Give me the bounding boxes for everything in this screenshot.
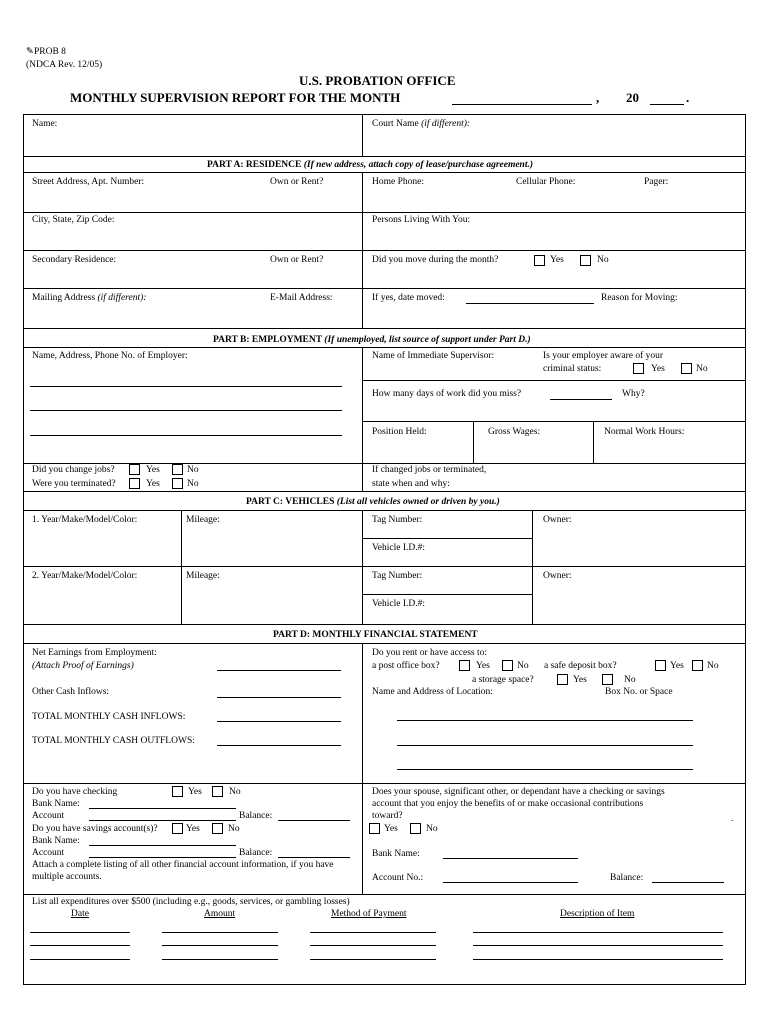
checking-account-label: Account [32, 811, 65, 821]
savings-account-label: Account [32, 848, 65, 858]
col-method: Method of Payment [331, 909, 407, 919]
office-title: U.S. PROBATION OFFICE [299, 73, 456, 88]
pencil-icon: ✎ [26, 47, 34, 57]
spouse-balance-label: Balance: [610, 873, 644, 883]
secondary-residence-label: Secondary Residence: [32, 255, 117, 265]
supervisor-label: Name of Immediate Supervisor: [372, 351, 495, 361]
vehicle-1-vin-label: Vehicle I.D.#: [372, 543, 426, 553]
employer-line-1[interactable] [30, 386, 342, 387]
spouse-balance-field[interactable] [652, 882, 724, 883]
spouse-account-no-field[interactable] [443, 882, 578, 883]
location-line-2[interactable] [397, 745, 693, 746]
net-earnings-field[interactable] [217, 670, 341, 671]
vehicle-2-vin-label: Vehicle I.D.#: [372, 599, 426, 609]
own-rent-label: Own or Rent? [270, 177, 324, 187]
why-label: Why? [622, 389, 645, 399]
location-line-1[interactable] [397, 720, 693, 721]
vehicle-1-tag-label: Tag Number: [372, 515, 423, 525]
safe-deposit-no-checkbox[interactable] [692, 660, 703, 671]
attach-proof-note: (Attach Proof of Earnings) [32, 661, 134, 671]
part-a-heading: PART A: RESIDENCE (If new address, attach copy of lease/purchase agreement.) [207, 160, 534, 170]
change-jobs-no-checkbox[interactable] [172, 464, 183, 475]
city-state-zip-label: City, State, Zip Code: [32, 215, 115, 225]
savings-yes-checkbox[interactable] [172, 823, 183, 834]
po-box-no-checkbox[interactable] [502, 660, 513, 671]
terminated-no-checkbox[interactable] [172, 478, 183, 489]
po-box-label: a post office box? [372, 661, 440, 671]
email-label: E-Mail Address: [270, 293, 333, 303]
vehicle-2-owner-label: Owner: [543, 571, 572, 581]
street-address-label: Street Address, Apt. Number: [32, 177, 145, 187]
location-label: Name and Address of Location: [372, 687, 493, 697]
total-inflows-field[interactable] [217, 721, 341, 722]
box-no-label: Box No. or Space [605, 687, 673, 697]
month-field[interactable] [452, 104, 592, 105]
change-jobs-yes-checkbox[interactable] [129, 464, 140, 475]
changed-jobs-note: If changed jobs or terminated, [372, 465, 487, 475]
moved-yes-checkbox[interactable] [534, 255, 545, 266]
terminated-yes-checkbox[interactable] [129, 478, 140, 489]
aware-no-checkbox[interactable] [681, 363, 692, 374]
form-revision: (NDCA Rev. 12/05) [26, 60, 103, 70]
safe-deposit-label: a safe deposit box? [544, 661, 617, 671]
col-date: Date [71, 909, 89, 919]
safe-deposit-yes-checkbox[interactable] [655, 660, 666, 671]
days-missed-label: How many days of work did you miss? [372, 389, 522, 399]
net-earnings-label: Net Earnings from Employment: [32, 648, 157, 658]
name-label: Name: [32, 119, 58, 129]
checking-account-field[interactable] [89, 820, 236, 821]
other-inflows-field[interactable] [217, 697, 341, 698]
year-prefix: 20 [626, 90, 639, 105]
vehicle-2-tag-label: Tag Number: [372, 571, 423, 581]
col-amount: Amount [204, 909, 236, 919]
storage-no-checkbox[interactable] [602, 674, 613, 685]
storage-yes-checkbox[interactable] [557, 674, 568, 685]
expenditures-intro: List all expenditures over $500 (including e.g., goods, services, or gambling losses) [32, 897, 350, 907]
savings-bank-name-label: Bank Name: [32, 836, 80, 846]
col-description: Description of Item [560, 909, 635, 919]
report-title: MONTHLY SUPERVISION REPORT FOR THE MONTH [70, 90, 401, 105]
spouse-no-checkbox[interactable] [410, 823, 421, 834]
savings-balance-field[interactable] [278, 857, 350, 858]
terminated-label: Were you terminated? [32, 479, 116, 489]
year-field[interactable] [650, 104, 684, 105]
part-b-heading: PART B: EMPLOYMENT (If unemployed, list source of support under Part D.) [213, 335, 531, 345]
spouse-account-no-label: Account No.: [372, 873, 424, 883]
total-outflows-field[interactable] [217, 745, 341, 746]
mailing-address-label: Mailing Address (if different): [32, 293, 147, 303]
po-box-yes-checkbox[interactable] [459, 660, 470, 671]
access-question: Do you rent or have access to: [372, 648, 488, 658]
employer-label: Name, Address, Phone No. of Employer: [32, 351, 188, 361]
attach-listing-note: Attach a complete listing of all other financial account information, if you have [32, 860, 334, 870]
employer-aware-question: Is your employer aware of your [543, 351, 664, 361]
own-rent-secondary-label: Own or Rent? [270, 255, 324, 265]
vehicle-2-mileage-label: Mileage: [186, 571, 220, 581]
savings-account-field[interactable] [89, 857, 236, 858]
vehicle-2-ymm-label: 2. Year/Make/Model/Color: [32, 571, 138, 581]
checking-balance-label: Balance: [239, 811, 273, 821]
part-c-heading: PART C: VEHICLES (List all vehicles owned or driven by you.) [246, 497, 500, 507]
date-moved-label: If yes, date moved: [372, 293, 445, 303]
checking-bank-name-field[interactable] [89, 808, 236, 809]
reason-moving-label: Reason for Moving: [601, 293, 678, 303]
other-inflows-label: Other Cash Inflows: [32, 687, 110, 697]
moved-question: Did you move during the month? [372, 255, 499, 265]
date-moved-field[interactable] [466, 303, 594, 304]
savings-question: Do you have savings account(s)? [32, 824, 158, 834]
storage-label: a storage space? [472, 675, 534, 685]
checking-question: Do you have checking [32, 787, 118, 797]
checking-balance-field[interactable] [278, 820, 350, 821]
total-outflows-label: TOTAL MONTHLY CASH OUTFLOWS: [32, 736, 195, 746]
aware-yes-checkbox[interactable] [633, 363, 644, 374]
checking-yes-checkbox[interactable] [172, 786, 183, 797]
vehicle-1-ymm-label: 1. Year/Make/Model/Color: [32, 515, 138, 525]
cell-phone-label: Cellular Phone: [516, 177, 576, 187]
court-name-label: Court Name (if different): [372, 119, 471, 129]
form-id: ✎PROB 8 [26, 47, 66, 57]
employer-line-3[interactable] [30, 435, 342, 436]
gross-wages-label: Gross Wages: [488, 427, 541, 437]
part-d-heading: PART D: MONTHLY FINANCIAL STATEMENT [273, 630, 478, 640]
days-missed-field[interactable] [550, 399, 612, 400]
work-hours-label: Normal Work Hours: [604, 427, 685, 437]
employer-line-2[interactable] [30, 410, 342, 411]
savings-balance-label: Balance: [239, 848, 273, 858]
moved-no-checkbox[interactable] [580, 255, 591, 266]
pager-label: Pager: [644, 177, 669, 187]
checking-no-checkbox[interactable] [212, 786, 223, 797]
home-phone-label: Home Phone: [372, 177, 424, 187]
spouse-bank-name-field[interactable] [443, 858, 578, 859]
checking-bank-name-label: Bank Name: [32, 799, 80, 809]
vehicle-1-mileage-label: Mileage: [186, 515, 220, 525]
savings-no-checkbox[interactable] [212, 823, 223, 834]
spouse-bank-name-label: Bank Name: [372, 849, 420, 859]
change-jobs-label: Did you change jobs? [32, 465, 115, 475]
total-inflows-label: TOTAL MONTHLY CASH INFLOWS: [32, 712, 186, 722]
spouse-yes-checkbox[interactable] [369, 823, 380, 834]
position-held-label: Position Held: [372, 427, 427, 437]
persons-living-label: Persons Living With You: [372, 215, 471, 225]
savings-bank-name-field[interactable] [89, 845, 236, 846]
spouse-question: Does your spouse, significant other, or dependant have a checking or savings [372, 787, 665, 797]
vehicle-1-owner-label: Owner: [543, 515, 572, 525]
location-line-3[interactable] [397, 769, 693, 770]
